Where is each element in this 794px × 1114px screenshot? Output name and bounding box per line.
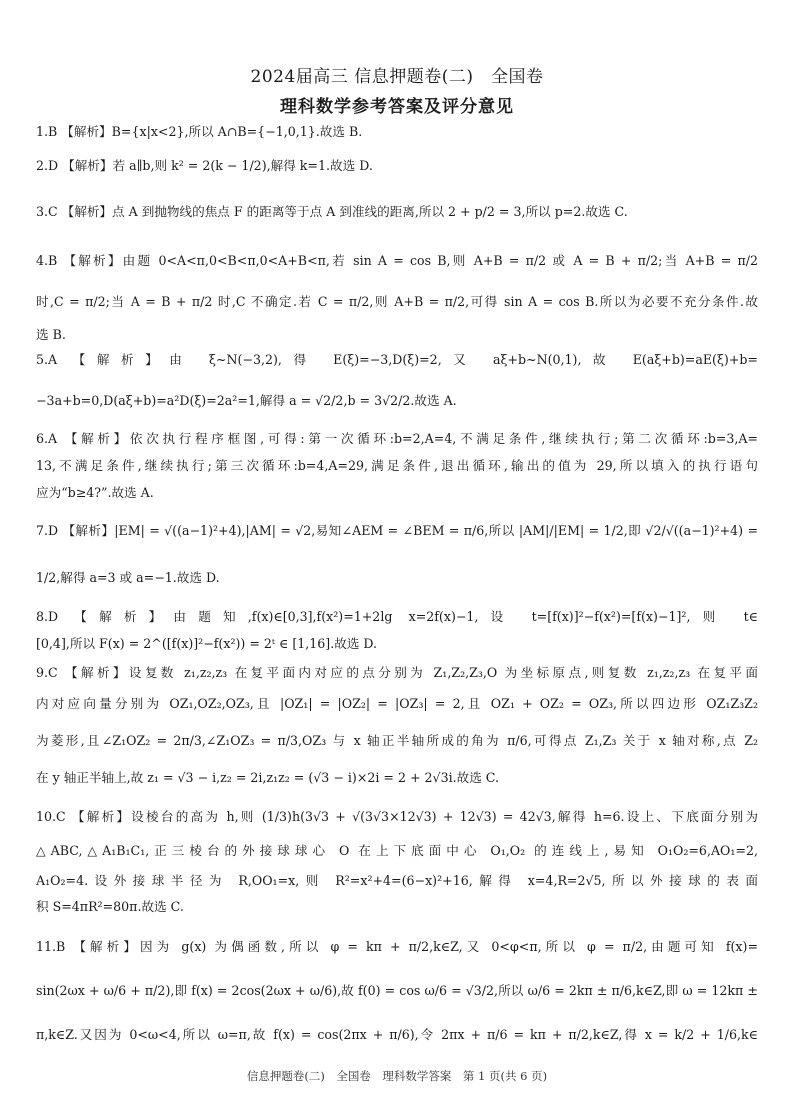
answer-line: 11.B 【解析】因为 g(x) 为偶函数,所以 φ = kπ + π/2,k∈Z,又 0<φ<π,所以 φ = π/2,由题可知 f(x)= [36,939,758,954]
answer-line: 5.A 【解析】由 ξ~N(−3,2),得 E(ξ)=−3,D(ξ)=2,又 aξ+b~N(0,1),故 E(aξ+b)=aE(ξ)+b= [36,352,758,367]
answer-line: 8.D 【解析】由题知,f(x)∈[0,3],f(x²)=1+2lg x=2f(x)−1,设 t=[f(x)]²−f(x²)=[f(x)−1]²,则 t∈ [36,609,758,624]
answer-line: 1/2,解得 a=3 或 a=−1.故选 D. [36,570,220,585]
answer-line: 为菱形,且∠Z₁OZ₂ = 2π/3,∠Z₁OZ₃ = π/3,OZ₃ 与 x 轴正半轴所成的角为 π/6,可得点 Z₁,Z₃ 关于 x 轴对称,点 Z₂ [36,733,758,748]
answer-line: 2.D 【解析】若 a∥b,则 k² = 2(k − 1/2),解得 k=1.故选 D. [36,158,373,173]
answer-line: sin(2ωx + ω/6 + π/2),即 f(x) = 2cos(2ωx + ω/6),故 f(0) = cos ω/6 = √3/2,所以 ω/6 = 2kπ ± π/6,k∈Z,即 ω = 12kπ ± [36,983,758,998]
answer-line: 6.A 【解析】依次执行程序框图,可得:第一次循环:b=2,A=4,不满足条件,继续执行;第二次循环:b=3,A= [36,431,758,446]
answer-line: 4.B 【解析】由题 0<A<π,0<B<π,0<A+B<π,若 sin A = cos B,则 A+B = π/2 或 A = B + π/2;当 A+B = π/2 [36,253,758,268]
document-subtitle: 理科数学参考答案及评分意见 [280,97,514,117]
answer-line: 9.C 【解析】设复数 z₁,z₂,z₃ 在复平面内对应的点分别为 Z₁,Z₂,Z₃,O 为坐标原点,则复数 z₁,z₂,z₃ 在复平面 [36,665,758,680]
answer-line: [0,4],所以 F(x) = 2^([f(x)]²−f(x²)) = 2ᵗ ∈ [1,16].故选 D. [36,636,378,651]
answer-line: 1.B 【解析】B={x|x<2},所以 A∩B={−1,0,1}.故选 B. [36,124,363,139]
document-title: 2024届高三 信息押题卷(二) 全国卷 [250,67,544,87]
answer-line: 选 B. [36,327,66,342]
answer-line: △ABC,△A₁B₁C₁,正三棱台的外接球球心 O 在上下底面中心 O₁,O₂ 的连线上,易知 O₁O₂=6,AO₁=2, [36,843,758,858]
answer-line: π,k∈Z.又因为 0<ω<4,所以 ω=π,故 f(x) = cos(2πx + π/6),令 2πx + π/6 = kπ + π/2,k∈Z,得 x = k/2 + 1/6,k∈ [36,1027,758,1042]
answer-line: 10.C 【解析】设棱台的高为 h,则 (1/3)h(3√3 + √(3√3×12√3) + 12√3) = 42√3,解得 h=6.设上、下底面分别为 [36,809,758,824]
answer-line: A₁O₂=4.设外接球半径为 R,OO₁=x,则 R²=x²+4=(6−x)²+16,解得 x=4,R=2√5,所以外接球的表面 [36,873,758,888]
answer-line: 3.C 【解析】点 A 到抛物线的焦点 F 的距离等于点 A 到准线的距离,所以 2 + p/2 = 3,所以 p=2.故选 C. [36,204,628,219]
answer-line: 13,不满足条件,继续执行;第三次循环:b=4,A=29,满足条件,退出循环,输出的值为 29,所以填入的执行语句 [36,458,758,473]
answer-line: 时,C = π/2;当 A = B + π/2 时,C 不确定.若 C = π/2,则 A+B = π/2,可得 sin A = cos B.所以为必要不充分条件.故 [36,294,758,309]
answer-line: 7.D 【解析】|EM| = √((a−1)²+4),|AM| = √2,易知∠AEM = ∠BEM = π/6,所以 |AM|/|EM| = 1/2,即 √2/√((a−1)²+4) = [36,523,758,538]
answer-line: −3a+b=0,D(aξ+b)=a²D(ξ)=2a²=1,解得 a = √2/2,b = 3√2/2.故选 A. [36,393,457,408]
page-footer: 信息押题卷(二) 全国卷 理科数学答案 第 1 页(共 6 页) [246,1069,548,1083]
answer-line: 应为“b≥4?”.故选 A. [36,485,154,500]
answer-line: 在 y 轴正半轴上,故 z₁ = √3 − i,z₂ = 2i,z₁z₂ = (√3 − i)×2i = 2 + 2√3i.故选 C. [36,770,499,785]
answer-line: 积 S=4πR²=80π.故选 C. [36,899,184,914]
answer-line: 内对应向量分别为 OZ₁,OZ₂,OZ₃,且 |OZ₁| = |OZ₂| = |OZ₃| = 2,且 OZ₁ + OZ₂ = OZ₃,所以四边形 OZ₁Z₃Z₂ [36,696,758,711]
